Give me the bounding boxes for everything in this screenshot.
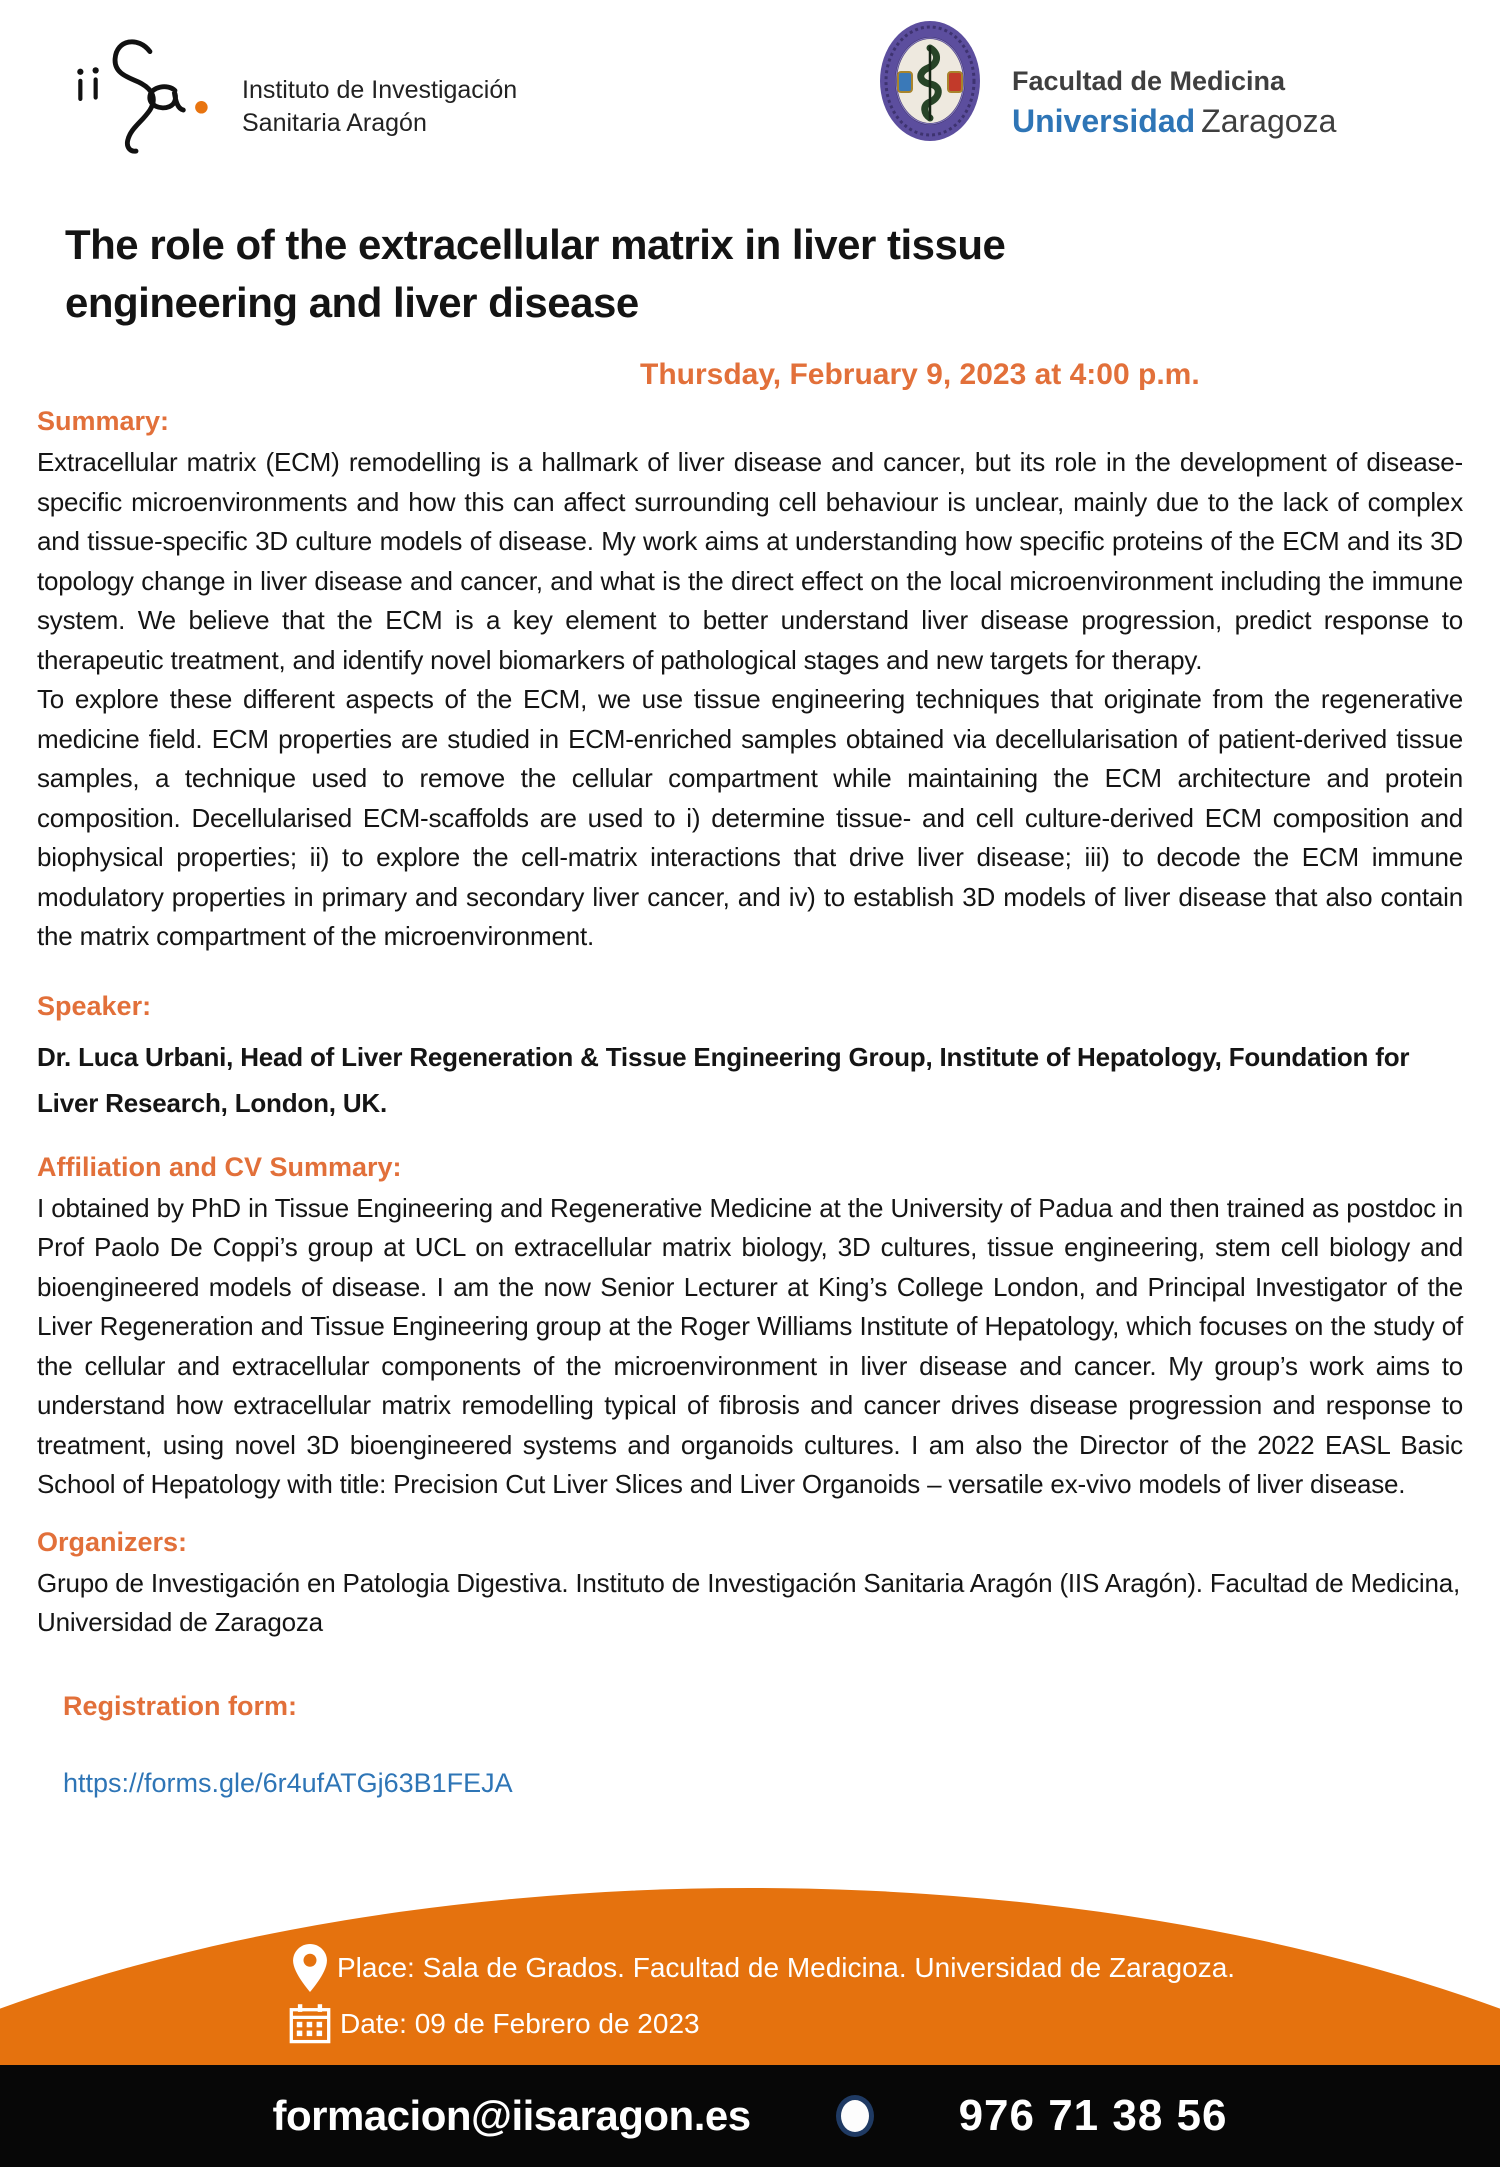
organizers-text: Grupo de Investigación en Patologia Digestiva. Instituto de Investigación Sanitaria Aragón (IIS Aragón). Facultad de Medicina, Universidad de Zaragoza: [37, 1567, 1460, 1637]
university-name: [1012, 103, 1336, 140]
iis-logo-line2: Sanitaria Aragón: [242, 109, 427, 137]
event-datetime: Thursday, February 9, 2023 at 4:00 p.m.: [640, 358, 1200, 391]
speaker-heading: Speaker:: [37, 990, 152, 1021]
page-title: [65, 216, 1440, 332]
footer-place-text: Place: Sala de Grados. Facultad de Medicina. Universidad de Zaragoza.: [337, 1952, 1236, 1983]
calendar-icon: [288, 2002, 332, 2046]
iis-logo-line1: Instituto de Investigación: [242, 76, 518, 104]
footer-place-row: [293, 1944, 1235, 1992]
affiliation-heading: Affiliation and CV Summary:: [37, 1151, 402, 1182]
header: [0, 0, 1500, 202]
title-line2: engineering and liver disease: [65, 279, 639, 326]
summary-paragraph-1: Extracellular matrix (ECM) remodelling is a hallmark of liver disease and cancer, but its role in the development of disease-specific microenvironments and how this can affect surrounding cell behaviour is unclear, mainly due to the lack of complex and tissue-specific 3D culture models of disease. My work aims at understanding how specific proteins of the ECM and its 3D topology change in liver disease and cancer, and what is the direct effect on the local microenvironment including the immune system. We believe that the ECM is a key element to better understand liver disease progression, predict response to therapeutic treatment, and identify novel biomarkers of pathological stages and new targets for therapy.: [37, 447, 1463, 675]
footer-contact-bar: [0, 2065, 1500, 2167]
contact-phone: 976 71 38 56: [958, 2091, 1228, 2140]
iis-logo-glyph-icon: [72, 8, 232, 178]
footer-date-text: Date: 09 de Febrero de 2023: [340, 2008, 700, 2039]
university-name-dark: Zaragoza: [1201, 103, 1337, 139]
title-line1: The role of the extracellular matrix in liver tissue: [65, 221, 1006, 268]
phone-circle-icon: [836, 2095, 874, 2137]
speaker-text: Dr. Luca Urbani, Head of Liver Regeneration & Tissue Engineering Group, Institute of Hepatology, Foundation for Liver Research, London, UK.: [37, 1041, 1410, 1118]
university-name-blue: Universidad: [1012, 103, 1196, 139]
universidad-zaragoza-logo: [1012, 66, 1336, 140]
faculty-seal-icon: [878, 18, 982, 144]
faculty-name: Facultad de Medicina: [1012, 66, 1286, 96]
organizers-heading: Organizers:: [37, 1526, 188, 1557]
iis-logo-text: [242, 74, 517, 140]
location-pin-icon: [293, 1944, 327, 1992]
body-content: [0, 406, 1500, 1799]
iis-aragon-logo: [72, 8, 517, 178]
iis-orange-dot-icon: [195, 101, 208, 114]
contact-email: formacion@iisaragon.es: [272, 2092, 751, 2139]
registration-heading: Registration form:: [63, 1690, 298, 1721]
registration-link[interactable]: https://forms.gle/6r4ufATGj63B1FEJA: [63, 1767, 513, 1798]
summary-heading: Summary:: [37, 406, 170, 436]
affiliation-text: I obtained by PhD in Tissue Engineering and Regenerative Medicine at the University of Padua and then trained as postdoc in Prof Paolo De Coppi’s group at UCL on extracellular matrix biology, 3D cultures, tissue engineering, stem cell biology and bioengineered models of disease. I am the now Senior Lecturer at King’s College London, and Principal Investigator of the Liver Regeneration and Tissue Engineering group at the Roger Williams Institute of Hepatology, which focuses on the study of the cellular and extracellular components of the microenvironment in liver disease and cancer. My group’s work aims to understand how extracellular matrix remodelling typical of fibrosis and cancer drives disease progression and response to treatment, using novel 3D bioengineered systems and organoids cultures. I am also the Director of the 2022 EASL Basic School of Hepatology with title: Precision Cut Liver Slices and Liver Organoids – versatile ex-vivo models of liver disease.: [37, 1192, 1463, 1499]
footer-date-row: [288, 2002, 700, 2046]
summary-paragraph-2: To explore these different aspects of the ECM, we use tissue engineering techniques that originate from the regenerative medicine field. ECM properties are studied in ECM-enriched samples obtained via decellularisation of patient-derived tissue samples, a technique used to remove the cellular compartment while maintaining the ECM architecture and protein composition. Decellularised ECM-scaffolds are used to i) determine tissue- and cell culture-derived ECM composition and biophysical properties; ii) to explore the cell-matrix interactions that drive liver disease; iii) to decode the ECM immune modulatory properties in primary and secondary liver cancer, and iv) to establish 3D models of liver disease that also contain the matrix compartment of the microenvironment.: [37, 684, 1463, 951]
